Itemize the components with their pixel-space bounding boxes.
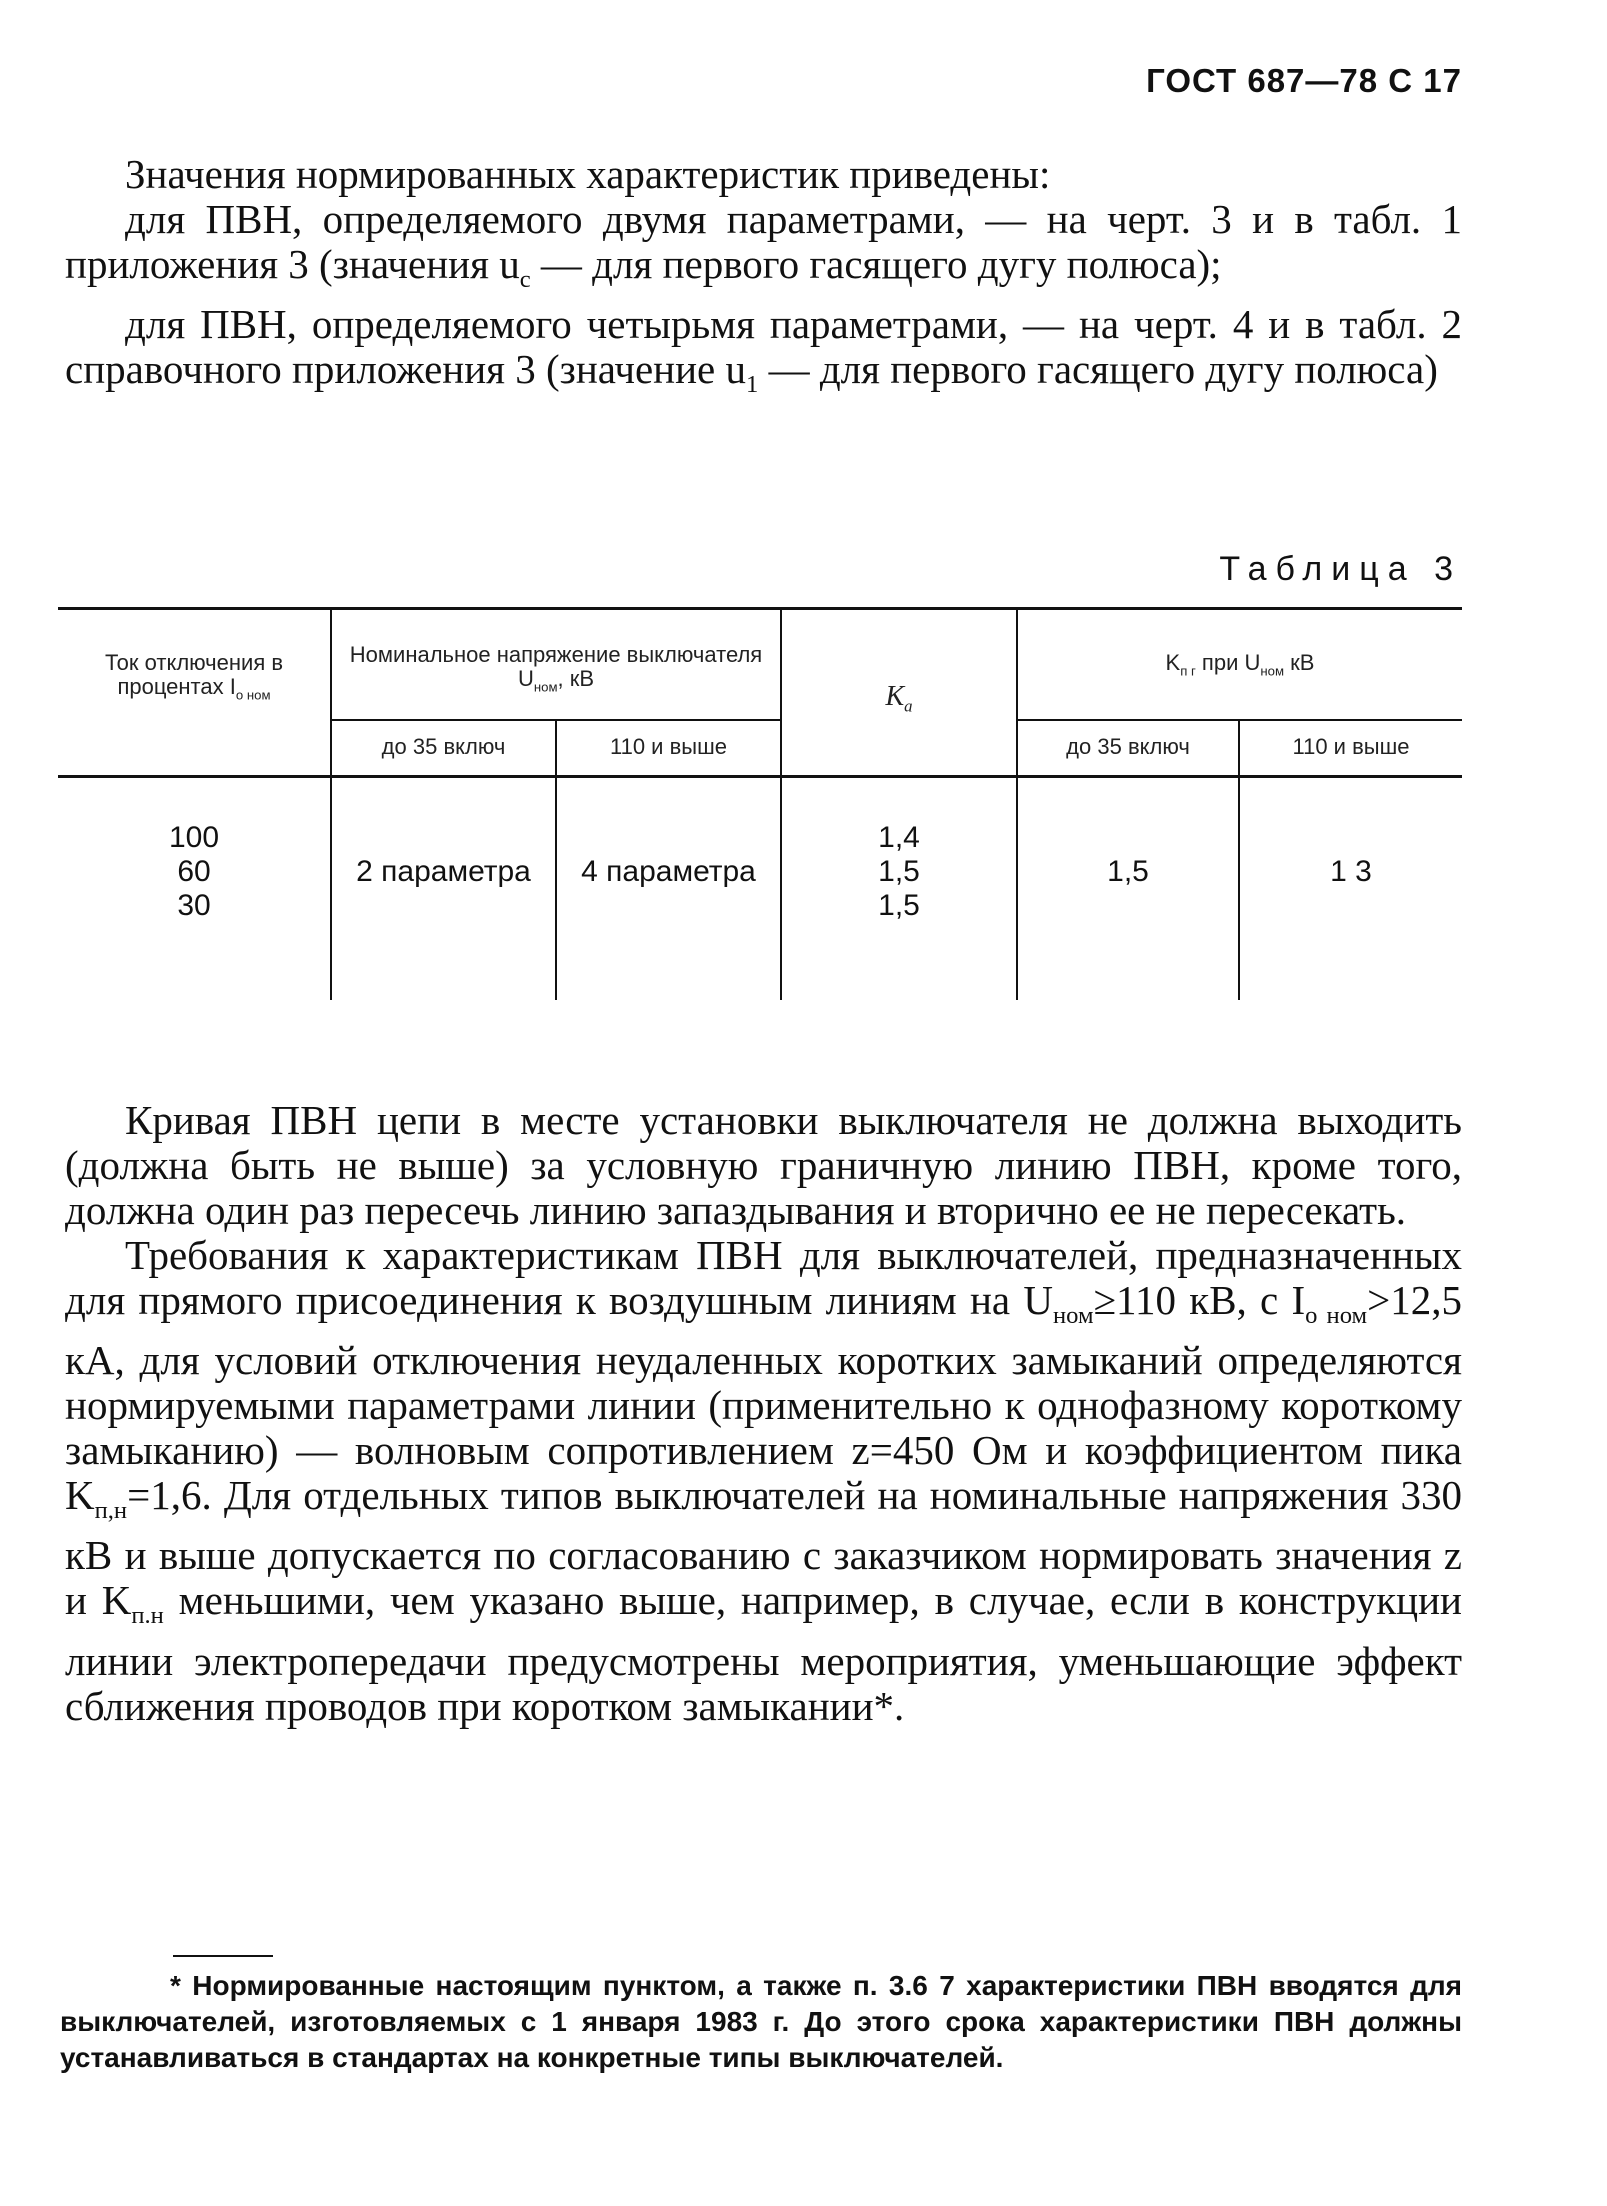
intro-paragraph-1: Значения нормированных характеристик приведены: bbox=[125, 151, 1051, 197]
voltage-high-params: 4 параметра bbox=[581, 855, 756, 888]
current-value: 30 bbox=[177, 889, 211, 922]
header-voltage-high: 110 и выше bbox=[610, 734, 727, 759]
footnote bbox=[60, 1968, 1462, 2076]
footnote-separator bbox=[173, 1955, 273, 1957]
header-kpg-high: 110 и выше bbox=[1292, 734, 1410, 759]
footnote-text: * Нормированные настоящим пунктом, а также п. 3.6 7 характеристики ПВН вводятся для выключателей, изготовляемых с 1 января 1983 г. До этого срока характеристики ПВН должны устанавливаться в стандартах на конкретные типы выключателей. bbox=[60, 1970, 1462, 2073]
header-ka: $K_а$ bbox=[885, 681, 913, 716]
ka-value: 1,4 bbox=[878, 821, 920, 854]
kpg-high-value: 1 3 bbox=[1330, 855, 1372, 888]
header-voltage-low: до 35 включ bbox=[381, 734, 506, 759]
body-paragraph-2: Требования к характеристикам ПВН для выключателей, предназначенных для прямого присоединения к воздушным линиям на $U_{ном}\ge 110$ кВ, с $I_{о ном}>12,5$ кА, для условий отключения неудаленных коротких замыканий определяются нормируемыми параметрами линии (применительно к однофазному короткому замыканию) — волновым сопротивлением z=450 Ом и коэффициентом пика $K_{п,н}=1,6$. Для отдельных типов выключателей на номинальные напряжения 330 кВ и выше допускается по согласованию с заказчиком нормировать значения z и $K_{п.н}$ меньшими, чем указано выше, например, в случае, если в конструкции линии электропередачи предусмотрены мероприятия, уменьшающие эффект сближения проводов при коротком замыкании*. bbox=[65, 1232, 1462, 1729]
current-value: 60 bbox=[177, 855, 211, 888]
header-current: Ток отключения в процентах $I_{о ном}$ bbox=[104, 650, 284, 703]
current-value: 100 bbox=[168, 821, 220, 854]
intro-section bbox=[65, 152, 1462, 407]
intro-paragraph-3: для ПВН, определяемого четырьмя параметрами, — на черт. 4 и в табл. 2 справочного приложения 3 (значение $u_1$ — для первого гасящего дугу полюса) bbox=[65, 301, 1462, 399]
intro-paragraph-2: для ПВН, определяемого двумя параметрами, — на черт. 3 и в табл. 1 приложения 3 (значения $u_с$ — для первого гасящего дугу полюса); bbox=[65, 196, 1462, 294]
col-rule-3 bbox=[780, 607, 782, 1000]
table-top-rule bbox=[58, 607, 1462, 610]
page-header: ГОСТ 687—78 С 17 bbox=[1146, 62, 1462, 99]
header-bottom-rule bbox=[58, 775, 1462, 778]
body-paragraph-1: Кривая ПВН цепи в месте установки выключателя не должна выходить (должна быть не выше) за условную граничную линию ПВН, кроме того, должна один раз пересечь линию запаздывания и вторично ее не пересекать. bbox=[65, 1097, 1462, 1233]
voltage-low-params: 2 параметра bbox=[356, 855, 531, 888]
body-section bbox=[65, 1098, 1462, 1729]
ka-value: 1,5 bbox=[878, 889, 920, 922]
header-voltage: Номинальное напряжение выключателя $U_{ном}$, кВ bbox=[349, 642, 763, 695]
kpg-low-value: 1,5 bbox=[1107, 855, 1149, 888]
header-kpg: $K_{п г}$ при $U_{ном}$ кВ bbox=[1165, 650, 1315, 679]
current-values bbox=[58, 821, 330, 923]
ka-value: 1,5 bbox=[878, 855, 920, 888]
ka-values bbox=[782, 821, 1016, 923]
header-kpg-low: до 35 включ bbox=[1066, 734, 1190, 759]
table-caption: Таблица 3 bbox=[1219, 550, 1462, 588]
table-3 bbox=[58, 607, 1462, 1000]
